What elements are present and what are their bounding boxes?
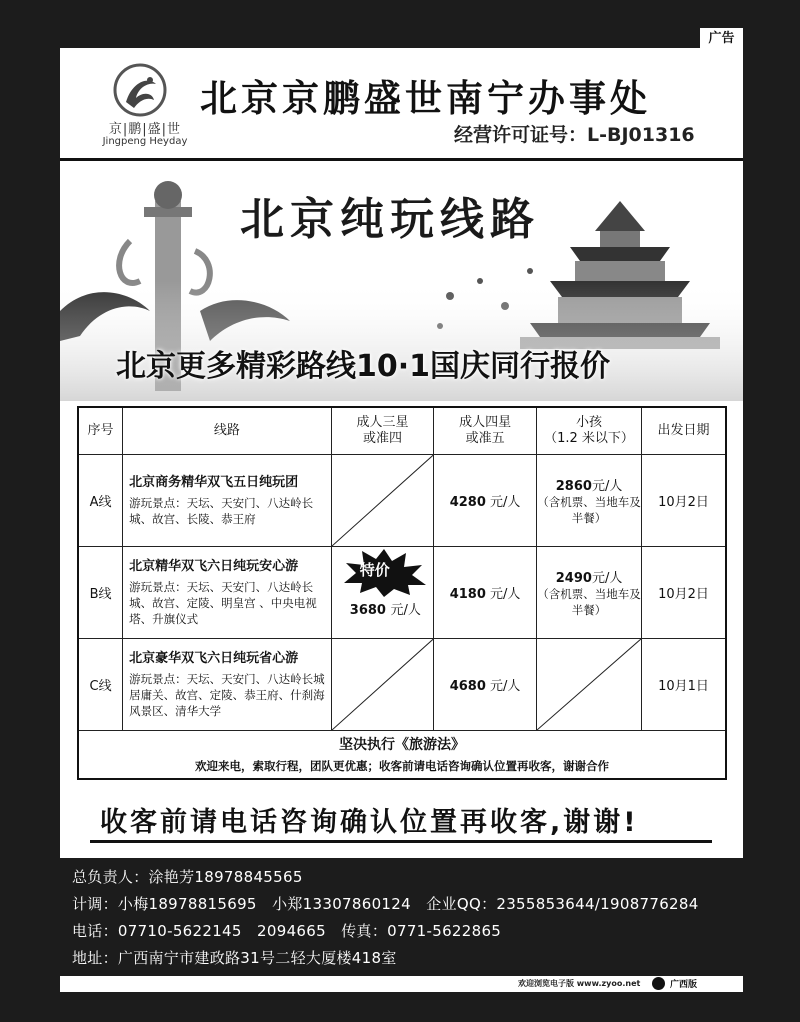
license-number: 经营许可证号：L-BJ01316 <box>454 124 695 146</box>
adult4-price-cell <box>434 639 537 731</box>
price-unit: 元/人 <box>591 571 623 586</box>
banner-title: 北京纯玩线路 <box>240 194 540 245</box>
publisher-logo-icon <box>652 977 665 990</box>
price-unit: 元/人 <box>490 679 521 694</box>
kid-price-cell <box>537 547 642 639</box>
notice-underline <box>90 840 712 843</box>
table-row <box>78 547 726 639</box>
contact-planners: 计调：小梅18978815695 小郑13307860124 企业QQ：2355853644/1908776284 <box>72 895 699 913</box>
adult3-price-value: 3680 <box>349 603 386 618</box>
tourism-law-policy: 坚决执行《旅游法》 <box>339 737 465 753</box>
adult3-cell-empty <box>331 639 433 731</box>
price-unit: 元/人 <box>591 479 623 494</box>
route-code: C线 <box>78 639 123 731</box>
footer-edition: 广西版 <box>670 980 698 990</box>
adult3-special-cell <box>331 547 433 639</box>
adult3-cell-empty <box>331 455 433 547</box>
logo-english: Jingpeng Heyday <box>102 136 188 147</box>
policy-row <box>78 731 726 780</box>
kid-price-value: 2490 <box>555 571 592 586</box>
table-row <box>78 455 726 547</box>
departure-date: 10月2日 <box>642 455 727 547</box>
advert-page <box>60 48 743 992</box>
banner-subtitle: 北京更多精彩路线10·1国庆同行报价 <box>116 349 611 384</box>
col-header-date: 出发日期 <box>642 407 727 455</box>
page-number: 5 <box>714 982 722 995</box>
kid-note: （含机票、当地车及半餐） <box>537 495 641 525</box>
route-name: 北京精华双飞六日纯玩安心游 <box>129 559 299 574</box>
special-price-box <box>332 547 433 638</box>
route-spots: 游玩景点：天坛、天安门、八达岭长城居庸关、故宫、定陵、恭王府、什刹海风景区、清华大学 <box>129 672 325 718</box>
banner <box>60 161 743 401</box>
col-header-route: 线路 <box>123 407 332 455</box>
route-spots: 游玩景点：天坛、天安门、八达岭长城、故宫、定陵、明皇宫 、中央电视塔、升旗仪式 <box>129 580 317 626</box>
contact-address: 地址：广西南宁市建政路31号二轻大厦楼418室 <box>72 949 397 967</box>
special-label: 特价 <box>359 561 390 579</box>
logo-chinese: 京|鹏|盛|世 <box>108 122 182 137</box>
company-name: 北京京鹏盛世南宁办事处 <box>200 77 651 120</box>
not-available-diagonal <box>332 639 433 730</box>
price-table <box>77 406 727 780</box>
col-header-no: 序号 <box>78 407 123 455</box>
route-cell <box>123 639 332 731</box>
phoenix-logo-icon <box>112 62 168 118</box>
route-name: 北京豪华双飞六日纯玩省心游 <box>129 651 299 666</box>
table-header-row <box>78 407 726 455</box>
footer-strip <box>60 976 743 992</box>
price-unit: 元/人 <box>490 495 521 510</box>
adult3-price <box>350 599 421 618</box>
adult4-price: 4180 <box>449 587 486 602</box>
policy-cell <box>78 731 726 780</box>
ad-tag: 广告 <box>700 28 743 48</box>
adult4-price: 4680 <box>449 679 486 694</box>
col-header-kid: 小孩 （1.2 米以下） <box>537 407 642 455</box>
adult4-price-cell <box>434 455 537 547</box>
adult4-price: 4280 <box>449 495 486 510</box>
kid-cell-empty <box>537 639 642 731</box>
kid-note: （含机票、当地车及半餐） <box>537 587 641 617</box>
price-unit: 元/人 <box>490 587 521 602</box>
not-available-diagonal <box>537 639 641 730</box>
route-cell <box>123 547 332 639</box>
table-row <box>78 639 726 731</box>
kid-price-cell <box>537 455 642 547</box>
departure-date: 10月2日 <box>642 547 727 639</box>
booking-notice: 收客前请电话咨询确认位置再收客,谢谢! <box>100 807 639 838</box>
col-header-adult4: 成人四星 或准五 <box>434 407 537 455</box>
contact-phone-fax: 电话：07710-5622145 2094665 传真：0771-5622865 <box>72 922 502 940</box>
price-unit: 元/人 <box>390 603 421 618</box>
welcome-note: 欢迎来电，索取行程，团队更优惠；收客前请电话咨询确认位置再收客，谢谢合作 <box>195 759 609 773</box>
footer-website: 欢迎浏览电子版 www.zyoo.net <box>518 979 641 988</box>
route-code: B线 <box>78 547 123 639</box>
adult4-price-cell <box>434 547 537 639</box>
header <box>60 48 743 160</box>
kid-price-value: 2860 <box>555 479 592 494</box>
contact-manager: 总负责人：涂艳芳18978845565 <box>72 868 303 886</box>
departure-date: 10月1日 <box>642 639 727 731</box>
route-name: 北京商务精华双飞五日纯玩团 <box>129 475 299 490</box>
route-code: A线 <box>78 455 123 547</box>
kid-price <box>537 567 641 586</box>
route-spots: 游玩景点：天坛、天安门、八达岭长城、故宫、长陵、恭王府 <box>129 496 314 526</box>
contact-block <box>60 858 743 976</box>
col-header-adult3: 成人三星 或准四 <box>331 407 433 455</box>
kid-price <box>537 475 641 494</box>
not-available-diagonal <box>332 455 433 546</box>
route-cell <box>123 455 332 547</box>
